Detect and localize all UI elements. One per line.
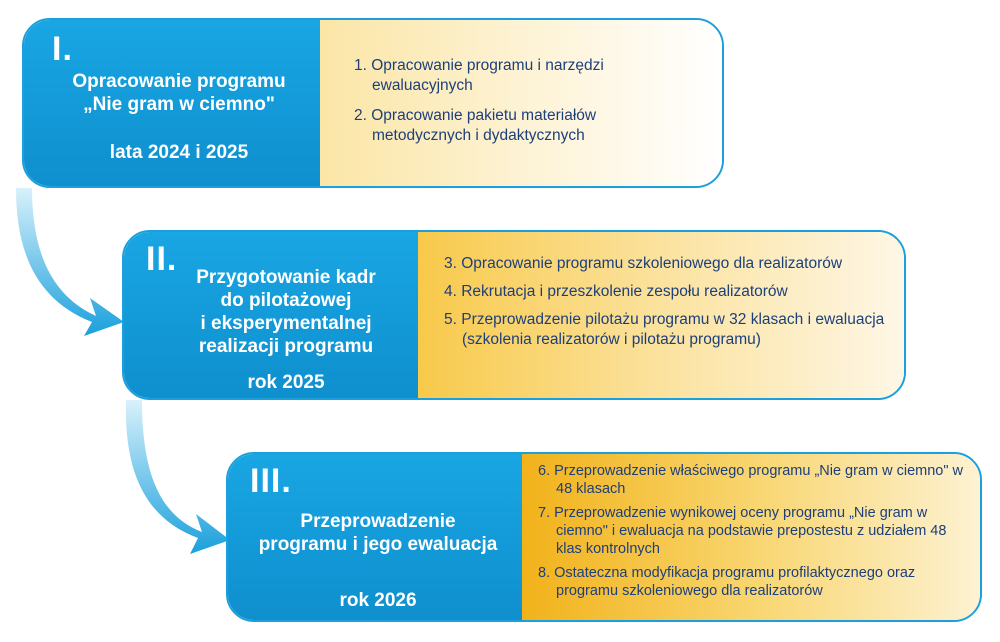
step-3 (226, 452, 982, 622)
step-3-number: III. (250, 462, 292, 500)
step-1-tasks (320, 20, 722, 186)
step-2-period: rok 2025 (247, 372, 325, 393)
step-3-task-list (538, 462, 968, 606)
task-item: 7. Przeprowadzenie wynikowej oceny programu „Nie gram w ciemno" i ewaluacja na podstawie prepostestu z udziałem 48 klas kontrolnych (538, 505, 947, 557)
step-2-task-list (444, 254, 906, 358)
task-item: 6. Przeprowadzenie właściwego programu „Nie gram w ciemno" w 48 klasach (538, 463, 964, 497)
step-3-title: Przeprowadzenie programu i jego ewaluacja (258, 511, 498, 555)
step-1-header (24, 20, 320, 186)
step-2-title: Przygotowanie kadr do pilotażowej i eksperymentalnej realizacji programu (196, 267, 376, 357)
task-item: 2. Opracowanie pakietu materiałów metodycznych i dydaktycznych (354, 107, 597, 144)
step-2-number: II. (146, 240, 178, 278)
task-item: 4. Rekrutacja i przeszkolenie zespołu realizatorów (444, 283, 788, 300)
task-item: 5. Przeprowadzenie pilotażu programu w 32 klasach i ewaluacja (szkolenia realizatorów i pilotażu programu) (444, 311, 885, 348)
arrow-step2-to-step3 (126, 400, 230, 554)
step-3-period: rok 2026 (339, 590, 417, 611)
step-1-task-list (354, 56, 684, 156)
step-1-number: I. (52, 30, 73, 68)
task-item: 3. Opracowanie programu szkoleniowego dla realizatorów (444, 255, 843, 272)
arrow-step1-to-step2 (16, 188, 124, 336)
step-1-title: Opracowanie programu „Nie gram w ciemno" (72, 71, 286, 115)
step-3-header (228, 454, 522, 620)
step-2-header (124, 232, 418, 398)
step-2-tasks (418, 232, 904, 398)
step-1-period: lata 2024 i 2025 (109, 142, 249, 163)
step-2 (122, 230, 906, 400)
step-3-tasks (522, 454, 980, 620)
task-item: 8. Ostateczna modyfikacja programu profilaktycznego oraz programu szkoleniowego dla realizatorów (538, 565, 916, 599)
task-item: 1. Opracowanie programu i narzędzi ewaluacyjnych (354, 57, 604, 94)
step-1 (22, 18, 724, 188)
